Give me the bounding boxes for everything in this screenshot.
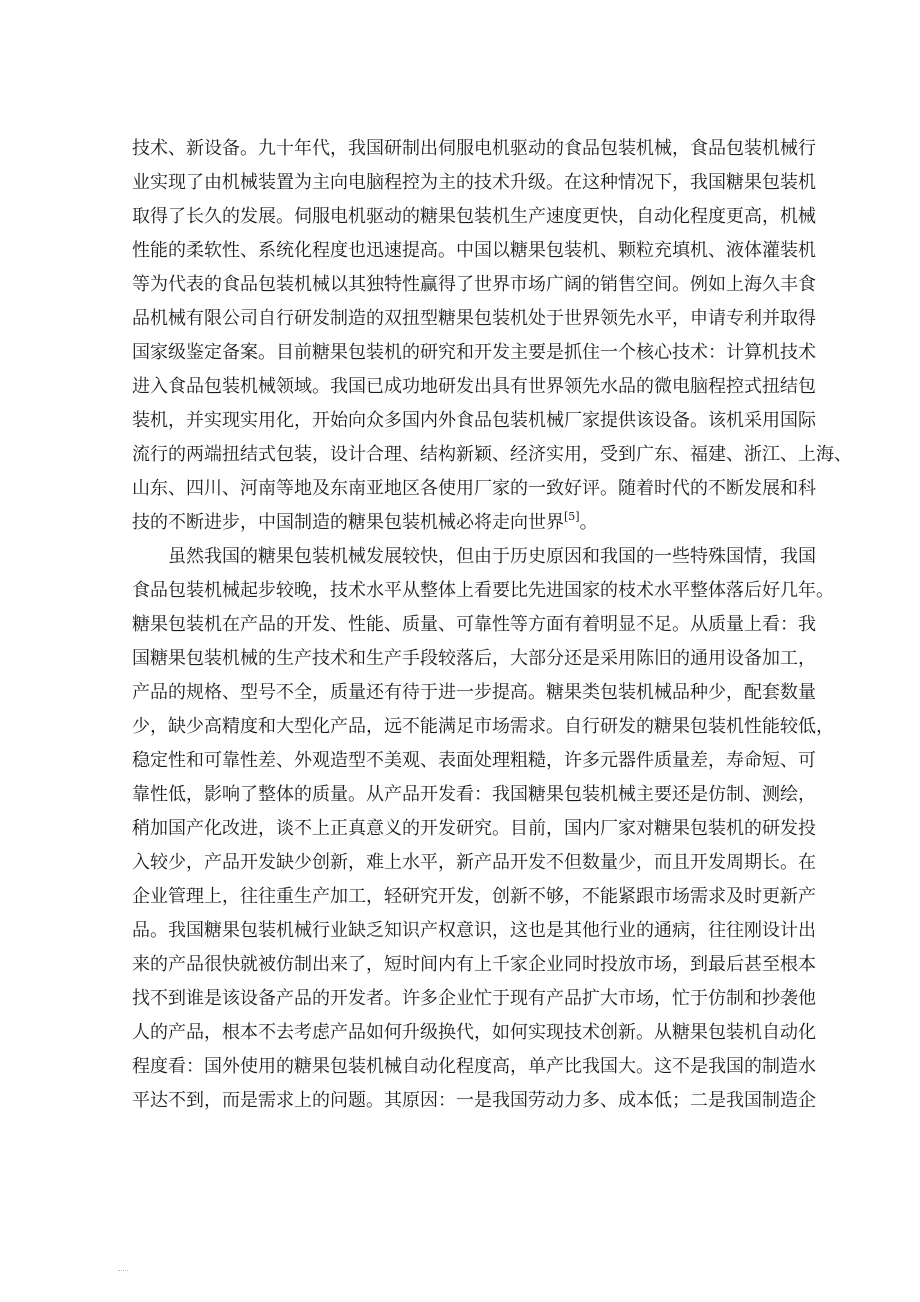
citation-ref: [5]: [564, 510, 580, 523]
text-line: 取得了长久的发展。伺服电机驱动的糖果包装机生产速度更快，自动化程度更高，机械: [132, 206, 816, 227]
text-line: 食品包装机械起步较晚，技术水平从整体上看要比先进国家的枝术水平整体落后好几年。: [132, 580, 834, 601]
text-line: 稍加国产化改进，谈不上正真意义的开发研究。目前，国内厂家对糖果包装机的研发投: [132, 818, 816, 839]
text-line: 糖果包装机在产品的开发、性能、质量、可靠性等方面有着明显不足。从质量上看：我: [132, 614, 816, 635]
text-line: 平达不到，而是需求上的问题。其原因：一是我国劳动力多、成本低；二是我国制造企: [132, 1090, 816, 1111]
text-line: 装机，并实现实用化，开始向众多国内外食品包装机械厂家提供该设备。该机采用国际: [132, 410, 816, 431]
text-line: 品。我国糖果包装机械行业缺乏知识产权意识，这也是其他行业的通病，往往刚设计出: [132, 920, 816, 941]
text-line: 品机械有限公司自行研发制造的双扭型糖果包装机处于世界领先水平，申请专利并取得: [132, 308, 816, 329]
text-line: 进入食品包装机械领域。我国已成功地研发出具有世界领先水品的微电脑程控式扭结包: [132, 376, 816, 397]
text-line: 人的产品，根本不去考虑产品如何升级换代，如何实现技术创新。从糖果包装机自动化: [132, 1022, 816, 1043]
text-line: 找不到谁是该设备产品的开发者。许多企业忙于现有产品扩大市场，忙于仿制和抄袭他: [132, 988, 816, 1009]
text-line: 技术、新设备。九十年代，我国研制出伺服电机驱动的食品包装机械，食品包装机械行: [132, 138, 816, 159]
text-line: 程度看：国外使用的糖果包装机械自动化程度高，单产比我国大。这不是我国的制造水: [132, 1056, 816, 1077]
text-line: 等为代表的食品包装机械以其独特性赢得了世界市场广阔的销售空间。例如上海久丰食: [132, 274, 816, 295]
body-text: [132, 132, 852, 1118]
text-line: 来的产品很快就被仿制出来了，短时间内有上千家企业同时投放市场，到最后甚至根本: [132, 954, 816, 975]
text-line: 稳定性和可靠性差、外观造型不美观、表面处理粗糙，许多元器件质量差，寿命短、可: [132, 750, 816, 771]
text-line: 入较少，产品开发缺少创新，难上水平，新产品开发不但数量少，而且开发周期长。在: [132, 852, 816, 873]
text-line-last: [132, 506, 792, 540]
sentence-end: 。: [579, 512, 598, 533]
text-line: 企业管理上，往往重生产加工，轻研究开发，创新不够，不能紧跟市场需求及时更新产: [132, 886, 816, 907]
text-line: 流行的两端扭结式包装，设计合理、结构新颖、经济实用，受到广东、福建、浙江、上海、: [132, 444, 852, 465]
text-line: 靠性低，影响了整体的质量。从产品开发看：我国糖果包装机械主要还是仿制、测绘，: [132, 784, 816, 805]
text-line-indented: 虽然我国的糖果包装机械发展较快，但由于历史原因和我国的一些特殊国情，我国: [168, 546, 816, 567]
text-line: 性能的柔软性、系统化程度也迅速提高。中国以糖果包装机、颗粒充填机、液体灌装机: [132, 240, 816, 261]
page-corner-mark: [118, 1270, 128, 1272]
text-line: 国家级鉴定备案。目前糖果包装机的研究和开发主要是抓住一个核心技术：计算机技术: [132, 342, 816, 363]
text-line: 山东、四川、河南等地及东南亚地区各使用厂家的一致好评。随着时代的不断发展和科: [132, 478, 816, 499]
text-line: 少，缺少高精度和大型化产品，远不能满足市场需求。自行研发的糖果包装机性能较低，: [132, 716, 834, 737]
text-line: 产品的规格、型号不全，质量还有待于进一步提高。糖果类包装机械品种少，配套数量: [132, 682, 816, 703]
text-line: 国糖果包装机械的生产技术和生产手段较落后，大部分还是采用陈旧的通用设备加工，: [132, 648, 816, 669]
paragraph-2: [132, 540, 834, 1118]
text-line-content: 技的不断进步，中国制造的糖果包装机械必将走向世界: [132, 512, 564, 533]
paragraph-1: [132, 132, 852, 540]
text-line: 业实现了由机械装置为主向电脑程控为主的技术升级。在这种情况下，我国糖果包装机: [132, 172, 816, 193]
